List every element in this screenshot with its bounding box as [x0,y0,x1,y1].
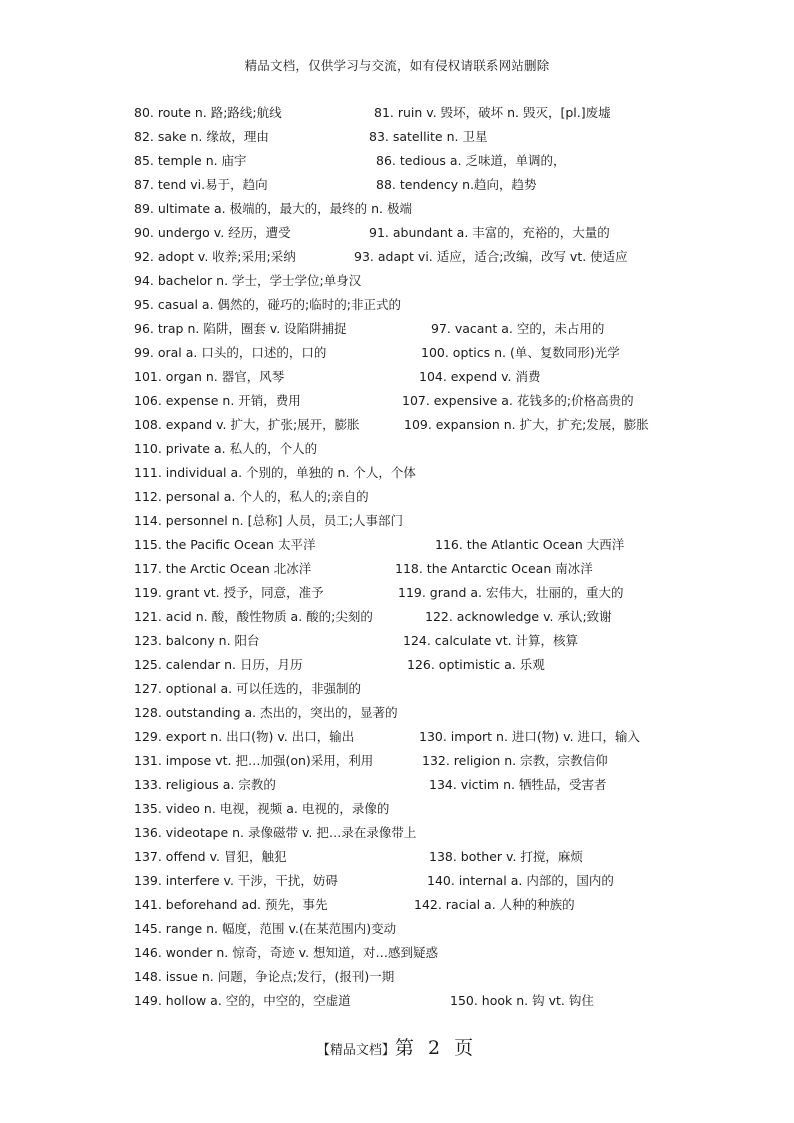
vocab-line [134,749,734,773]
vocab-entry-left: 114. personnel n. [总称] 人员，员工;人事部门 [134,513,404,528]
vocab-entry-left: 80. route n. 路;路线;航线 [134,105,282,120]
vocab-entry-left: 127. optional a. 可以任选的，非强制的 [134,681,362,696]
vocab-entry-left: 129. export n. 出口(物) v. 出口，输出 [134,729,355,744]
vocab-line [134,653,734,677]
vocab-line [134,725,734,749]
vocab-line [134,101,734,125]
vocab-entry-left: 94. bachelor n. 学士，学士学位;单身汉 [134,273,362,288]
vocab-line [134,893,734,917]
vocab-entry-right: 86. tedious a. 乏味道，单调的， [376,153,566,168]
vocab-entry-right: 134. victim n. 牺牲品，受害者 [429,777,607,792]
vocab-entry-left: 82. sake n. 缘故，理由 [134,129,269,144]
vocab-entry-left: 99. oral a. 口头的，口述的，口的 [134,345,327,360]
vocab-entry-left: 128. outstanding a. 杰出的，突出的，显著的 [134,705,398,720]
vocab-entry-left: 119. grant vt. 授予，同意，准予 [134,585,324,600]
vocab-line [134,677,734,701]
vocab-line [134,917,734,941]
vocab-entry-left: 137. offend v. 冒犯，触犯 [134,849,287,864]
vocab-line [134,389,734,413]
vocab-line [134,989,734,1013]
vocab-entry-left: 95. casual a. 偶然的，碰巧的;临时的;非正式的 [134,297,401,312]
vocab-line [134,845,734,869]
vocab-entry-right: 93. adapt vi. 适应，适合;改编，改写 vt. 使适应 [354,249,628,264]
vocab-entry-right: 97. vacant a. 空的，未占用的 [431,321,605,336]
vocab-entry-right: 83. satellite n. 卫星 [369,129,488,144]
vocab-entry-left: 146. wonder n. 惊奇，奇迹 v. 想知道，对…感到疑惑 [134,945,439,960]
vocab-entry-right: 140. internal a. 内部的，国内的 [427,873,614,888]
vocab-line [134,341,734,365]
vocab-line [134,701,734,725]
vocab-entry-left: 133. religious a. 宗教的 [134,777,276,792]
vocab-line [134,773,734,797]
vocabulary-list [134,101,734,1013]
vocab-line [134,437,734,461]
vocab-entry-right: 88. tendency n.趋向，趋势 [376,177,537,192]
vocab-line [134,797,734,821]
vocab-entry-right: 100. optics n. (单、复数同形)光学 [421,345,620,360]
vocab-line [134,317,734,341]
page-footer [0,1033,794,1060]
vocab-line [134,269,734,293]
vocab-entry-right: 122. acknowledge v. 承认;致谢 [425,609,612,624]
vocab-line [134,221,734,245]
vocab-entry-left: 141. beforehand ad. 预先，事先 [134,897,328,912]
vocab-line [134,245,734,269]
vocab-entry-left: 101. organ n. 器官，风琴 [134,369,285,384]
vocab-line [134,965,734,989]
vocab-entry-left: 92. adopt v. 收养;采用;采纳 [134,249,296,264]
vocab-entry-right: 126. optimistic a. 乐观 [407,657,545,672]
vocab-entry-right: 119. grand a. 宏伟大，壮丽的，重大的 [398,585,624,600]
vocab-entry-left: 117. the Arctic Ocean 北冰洋 [134,561,312,576]
vocab-entry-right: 124. calculate vt. 计算，核算 [403,633,579,648]
vocab-entry-left: 106. expense n. 开销，费用 [134,393,301,408]
vocab-entry-left: 148. issue n. 问题，争论点;发行，(报刊)一期 [134,969,395,984]
vocab-entry-left: 90. undergo v. 经历，遭受 [134,225,291,240]
vocab-line [134,605,734,629]
vocab-line [134,869,734,893]
vocab-line [134,581,734,605]
vocab-entry-left: 145. range n. 幅度，范围 v.(在某范围内)变动 [134,921,397,936]
vocab-line [134,557,734,581]
vocab-entry-left: 87. tend vi.易于，趋向 [134,177,268,192]
page-header: 精品文档，仅供学习与交流，如有侵权请联系网站删除 [244,58,550,73]
vocab-line [134,149,734,173]
vocab-line [134,821,734,845]
vocab-line [134,197,734,221]
vocab-entry-left: 85. temple n. 庙宇 [134,153,247,168]
vocab-entry-right: 81. ruin v. 毁坏，破坏 n. 毁灭，[pl.]废墟 [374,105,611,120]
footer-document-label: 【精品文档】 [316,1043,395,1058]
vocab-entry-left: 115. the Pacific Ocean 太平洋 [134,537,316,552]
vocab-entry-left: 108. expand v. 扩大，扩张;展开，膨胀 [134,417,360,432]
vocab-entry-right: 142. racial a. 人种的种族的 [414,897,575,912]
vocab-entry-left: 136. videotape n. 录像磁带 v. 把…录在录像带上 [134,825,417,840]
vocab-entry-right: 118. the Antarctic Ocean 南冰洋 [395,561,593,576]
vocab-line [134,461,734,485]
vocab-entry-left: 110. private a. 私人的，个人的 [134,441,318,456]
vocab-entry-left: 111. individual a. 个别的，单独的 n. 个人，个体 [134,465,416,480]
vocab-line [134,125,734,149]
vocab-entry-left: 131. impose vt. 把…加强(on)采用，利用 [134,753,374,768]
vocab-line [134,629,734,653]
vocab-entry-left: 149. hollow a. 空的，中空的，空虚道 [134,993,351,1008]
vocab-line [134,293,734,317]
vocab-entry-left: 135. video n. 电视，视频 a. 电视的，录像的 [134,801,390,816]
vocab-line [134,365,734,389]
vocab-entry-right: 138. bother v. 打搅，麻烦 [429,849,583,864]
vocab-entry-right: 91. abundant a. 丰富的，充裕的，大量的 [369,225,610,240]
vocab-entry-right: 109. expansion n. 扩大，扩充;发展，膨胀 [404,417,649,432]
vocab-line [134,533,734,557]
vocab-entry-right: 107. expensive a. 花钱多的;价格高贵的 [402,393,634,408]
vocab-entry-left: 125. calendar n. 日历，月历 [134,657,303,672]
vocab-line [134,485,734,509]
vocab-entry-left: 139. interfere v. 干涉，干扰，妨碍 [134,873,338,888]
vocab-entry-right: 104. expend v. 消费 [419,369,541,384]
vocab-entry-left: 89. ultimate a. 极端的，最大的，最终的 n. 极端 [134,201,412,216]
vocab-entry-right: 130. import n. 进口(物) v. 进口，输入 [419,729,641,744]
vocab-entry-right: 150. hook n. 钩 vt. 钩住 [450,993,594,1008]
vocab-line [134,509,734,533]
vocab-entry-left: 96. trap n. 陷阱，圈套 v. 设陷阱捕捉 [134,321,347,336]
page-number: 第 2 页 [394,1037,478,1059]
vocab-entry-right: 116. the Atlantic Ocean 大西洋 [435,537,625,552]
vocab-entry-left: 112. personal a. 个人的，私人的;亲自的 [134,489,369,504]
vocab-line [134,173,734,197]
vocab-entry-left: 121. acid n. 酸，酸性物质 a. 酸的;尖刻的 [134,609,373,624]
vocab-entry-left: 123. balcony n. 阳台 [134,633,260,648]
vocab-entry-right: 132. religion n. 宗教，宗教信仰 [422,753,608,768]
vocab-line [134,941,734,965]
vocab-line [134,413,734,437]
